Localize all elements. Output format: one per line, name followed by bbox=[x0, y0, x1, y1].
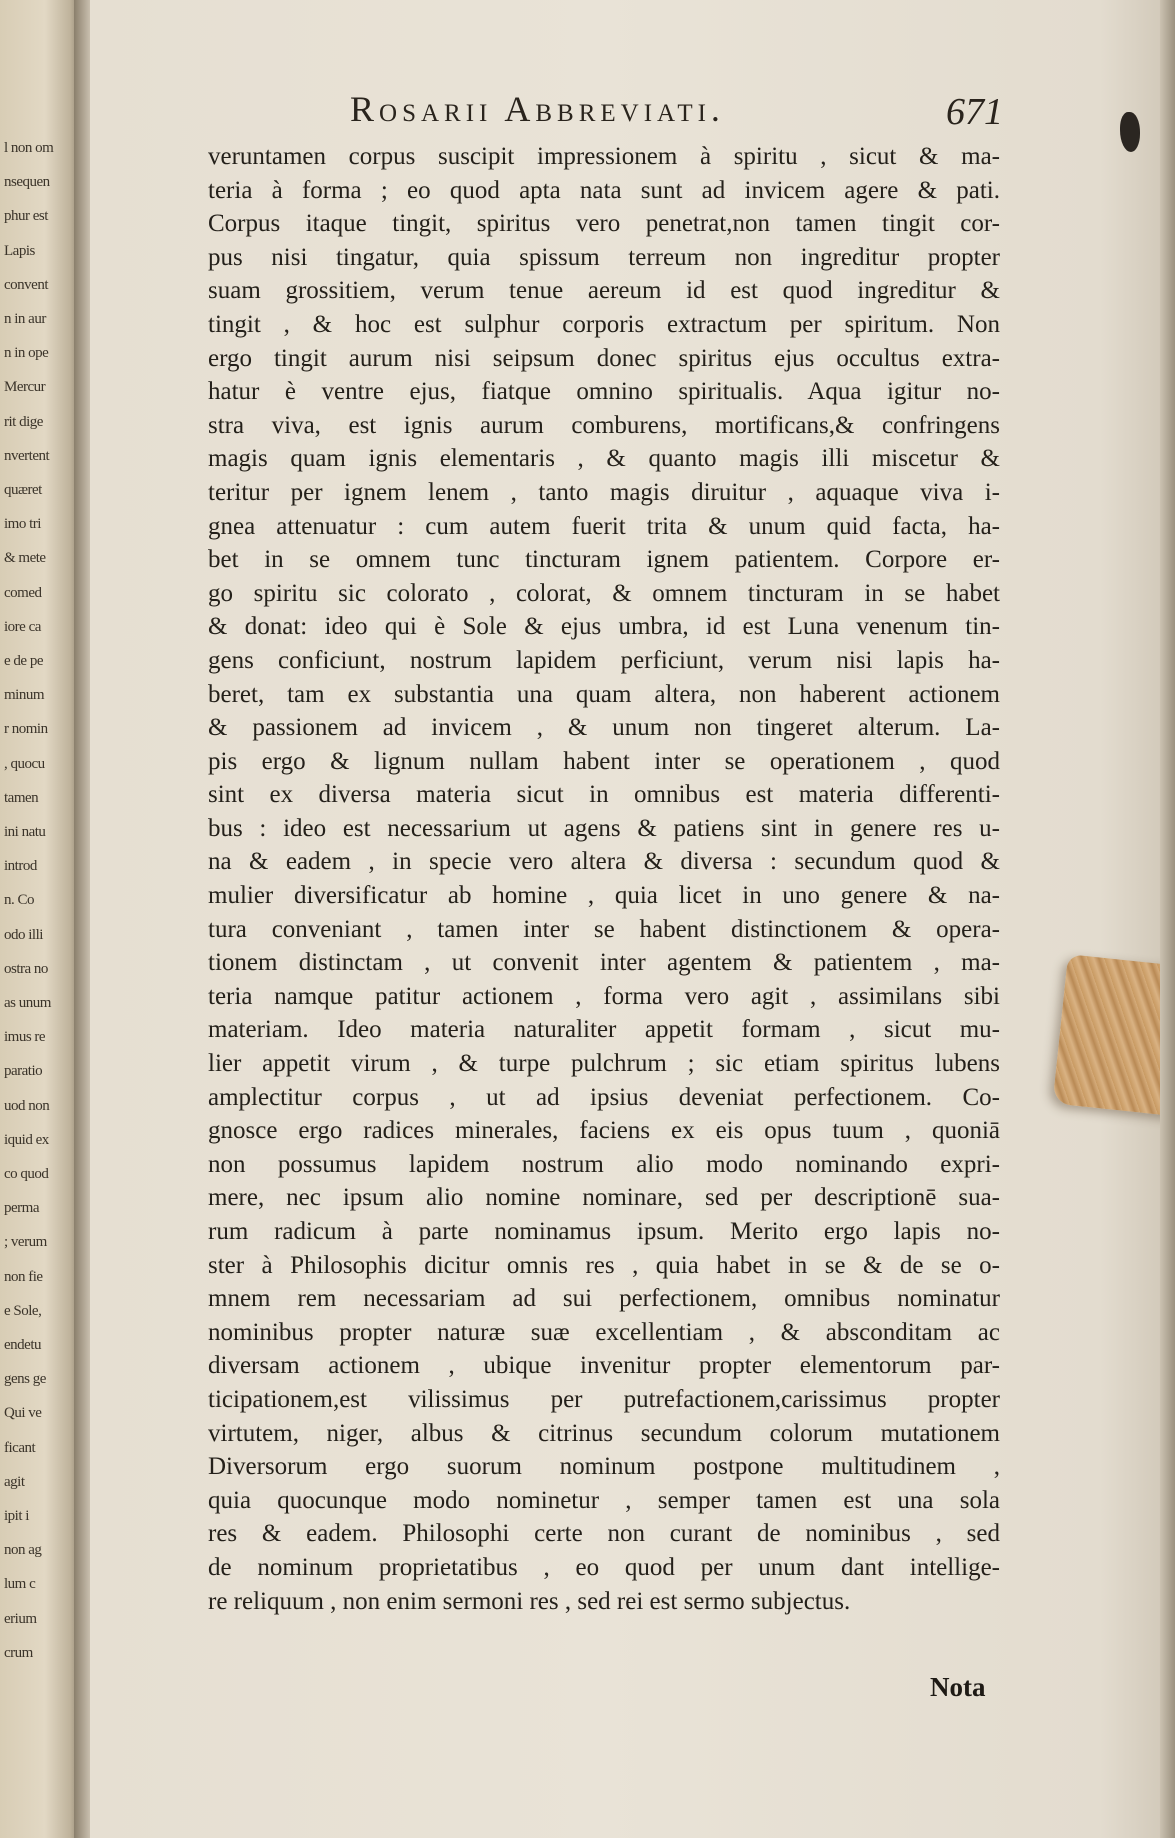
text-line: materiam. Ideo materia naturaliter appetit formam , sicut mu- bbox=[208, 1016, 1000, 1044]
left-page-line: l non om bbox=[4, 140, 54, 156]
left-page-line: Mercur bbox=[4, 379, 46, 396]
left-page-line: crum bbox=[4, 1644, 33, 1661]
left-page-line: n. Co bbox=[4, 892, 35, 909]
left-page-line: perma bbox=[4, 1200, 39, 1217]
left-page-line: iore ca bbox=[4, 618, 41, 635]
text-line: bus : ideo est necessarium ut agens & patiens sint in genere res u- bbox=[208, 814, 1000, 842]
text-line: tionem distinctam , ut convenit inter agentem & patientem , ma- bbox=[208, 949, 1000, 977]
left-page-line: Qui ve bbox=[4, 1405, 42, 1422]
text-line: mulier diversificatur ab homine , quia licet in uno genere & na- bbox=[208, 882, 1000, 910]
text-line: tura conveniant , tamen inter se habent distinctionem & opera- bbox=[208, 915, 1000, 943]
ink-blot bbox=[1120, 112, 1140, 152]
text-line: & passionem ad invicem , & unum non tingeret alterum. La- bbox=[208, 714, 1000, 742]
left-page-line: non fie bbox=[4, 1268, 43, 1285]
text-line: quia quocunque modo nominetur , semper tamen est una sola bbox=[208, 1486, 1000, 1514]
left-page-line: convent bbox=[4, 276, 48, 293]
text-line: hatur è ventre ejus, fiatque omnino spiritualis. Aqua igitur no- bbox=[208, 378, 1000, 406]
left-page-line: ; verum bbox=[4, 1234, 47, 1251]
text-line: lier appetit virum , & turpe pulchrum ; sic etiam spiritus lubens bbox=[208, 1050, 1000, 1078]
running-head: Rosarii Abbreviati. bbox=[350, 89, 725, 129]
left-page-line: odo illi bbox=[4, 926, 43, 943]
left-page-line: & mete bbox=[4, 550, 46, 567]
left-page-line: non ag bbox=[4, 1542, 42, 1559]
left-page-line: tamen bbox=[4, 789, 39, 806]
text-line: amplectitur corpus , ut ad ipsius deveniat perfectionem. Co- bbox=[208, 1083, 1000, 1111]
text-line: teria à forma ; eo quod apta nata sunt ad invicem agere & pati. bbox=[208, 176, 1000, 204]
text-line: pis ergo & lignum nullam habent inter se operationem , quod bbox=[208, 747, 1000, 775]
text-line: de nominum proprietatibus , eo quod per unum dant intellige- bbox=[208, 1553, 1000, 1581]
wooden-page-holder bbox=[1052, 954, 1175, 1116]
text-line: & donat: ideo qui è Sole & ejus umbra, id est Luna venenum tin- bbox=[208, 613, 1000, 641]
text-line: Corpus itaque tingit, spiritus vero penetrat,non tamen tingit cor- bbox=[208, 210, 1000, 238]
left-page-line: imo tri bbox=[4, 516, 41, 533]
body-text bbox=[208, 140, 1000, 1618]
text-line: teria namque patitur actionem , forma vero agit , assimilans sibi bbox=[208, 982, 1000, 1010]
left-page-line: , quocu bbox=[4, 755, 45, 772]
left-page-line: gens ge bbox=[4, 1371, 46, 1388]
text-line: ticipationem,est vilissimus per putrefactionem,carissimus propter bbox=[208, 1385, 1000, 1413]
text-line: re reliquum , non enim sermoni res , sed rei est sermo subjectus. bbox=[208, 1587, 851, 1615]
left-page-line: uod non bbox=[4, 1097, 50, 1114]
left-page-line: e de pe bbox=[4, 653, 43, 669]
text-line: mnem rem necessariam ad sui perfectionem, omnibus nominatur bbox=[208, 1285, 1000, 1313]
text-line: bet in se omnem tunc tincturam ignem patientem. Corpore er- bbox=[208, 546, 1000, 574]
left-page-line: lum c bbox=[4, 1576, 36, 1593]
text-line: sint ex diversa materia sicut in omnibus est materia differenti- bbox=[208, 781, 1000, 809]
left-page-line: minum bbox=[4, 687, 45, 704]
left-page-line: ficant bbox=[4, 1439, 36, 1456]
text-line: ergo tingit aurum nisi seipsum donec spiritus ejus occultus extra- bbox=[208, 344, 1000, 372]
left-page-line: ostra no bbox=[4, 960, 48, 977]
left-page-line: imus re bbox=[4, 1029, 46, 1046]
right-page-edge bbox=[1160, 0, 1175, 1838]
text-line: na & eadem , in specie vero altera & diversa : secundum quod & bbox=[208, 848, 1000, 876]
left-page-line: iquid ex bbox=[4, 1131, 49, 1148]
text-line: gnosce ergo radices minerales, faciens ex eis opus tuum , quoniā bbox=[208, 1117, 1000, 1145]
text-line: mere, nec ipsum alio nomine nominare, sed per descriptionē sua- bbox=[208, 1184, 1000, 1212]
left-page-line: e Sole, bbox=[4, 1302, 42, 1319]
text-line: non possumus lapidem nostrum alio modo nominando expri- bbox=[208, 1150, 1000, 1178]
left-page-line: erium bbox=[4, 1610, 37, 1627]
text-line: diversam actionem , ubique invenitur propter elementorum par- bbox=[208, 1352, 1000, 1380]
left-page-line: nvertent bbox=[4, 447, 50, 464]
left-page-line: introd bbox=[4, 858, 37, 875]
text-line: tingit , & hoc est sulphur corporis extractum per spiritum. Non bbox=[208, 310, 1000, 338]
left-page-line: agit bbox=[4, 1473, 25, 1490]
left-page-line: endetu bbox=[4, 1337, 41, 1353]
left-page-line: co quod bbox=[4, 1166, 49, 1182]
left-page-line: quæret bbox=[4, 482, 42, 498]
catchword: Nota bbox=[930, 1672, 986, 1702]
left-page-line: n in ope bbox=[4, 345, 49, 362]
left-page-line: nsequen bbox=[4, 174, 50, 191]
text-line: suam grossitiem, verum tenue aereum id est quod ingreditur & bbox=[208, 277, 1000, 305]
text-line: virtutem, niger, albus & citrinus secundum colorum mutationem bbox=[208, 1419, 1000, 1447]
text-line: stra viva, est ignis aurum comburens, mortificans,& confringens bbox=[208, 411, 1000, 439]
left-page-line: Lapis bbox=[4, 242, 35, 259]
left-page-line: rit dige bbox=[4, 413, 43, 430]
text-line: Diversorum ergo suorum nominum postpone multitudinem , bbox=[208, 1453, 1000, 1481]
text-line: gnea attenuatur : cum autem fuerit trita & unum quid facta, ha- bbox=[208, 512, 1000, 540]
book-gutter bbox=[74, 0, 90, 1838]
left-page-line: n in aur bbox=[4, 311, 46, 327]
left-page-line: r nomin bbox=[4, 721, 48, 738]
left-page-line: ipit i bbox=[4, 1508, 29, 1524]
left-page-line: comed bbox=[4, 584, 42, 601]
text-line: teritur per ignem lenem , tanto magis diruitur , aquaque viva i- bbox=[208, 478, 1000, 506]
text-line: res & eadem. Philosophi certe non curant de nominibus , sed bbox=[208, 1520, 1000, 1548]
page-header bbox=[258, 88, 1018, 140]
text-line: beret, tam ex substantia una quam altera, non haberent actionem bbox=[208, 680, 1000, 708]
text-line: ster à Philosophis dicitur omnis res , quia habet in se & de se o- bbox=[208, 1251, 1000, 1279]
left-page-line: as unum bbox=[4, 995, 51, 1011]
left-page-edge bbox=[0, 0, 78, 1838]
left-page-line: paratio bbox=[4, 1063, 43, 1080]
page-number: 671 bbox=[946, 91, 1003, 133]
text-line: veruntamen corpus suscipit impressionem à spiritu , sicut & ma- bbox=[208, 143, 1000, 170]
left-page-line: phur est bbox=[4, 208, 48, 225]
text-line: pus nisi tingatur, quia spissum terreum non ingreditur propter bbox=[208, 243, 1000, 271]
text-line: go spiritu sic colorato , colorat, & omnem tincturam in se habet bbox=[208, 579, 1000, 607]
text-line: rum radicum à parte nominamus ipsum. Merito ergo lapis no- bbox=[208, 1218, 1000, 1245]
text-line: nominibus propter naturæ suæ excellentiam , & absconditam ac bbox=[208, 1318, 1000, 1346]
text-line: gens conficiunt, nostrum lapidem perficiunt, verum nisi lapis ha- bbox=[208, 646, 1000, 674]
left-page-line: ini natu bbox=[4, 824, 46, 840]
text-line: magis quam ignis elementaris , & quanto magis illi miscetur & bbox=[208, 445, 1000, 473]
main-page bbox=[90, 0, 1160, 1838]
